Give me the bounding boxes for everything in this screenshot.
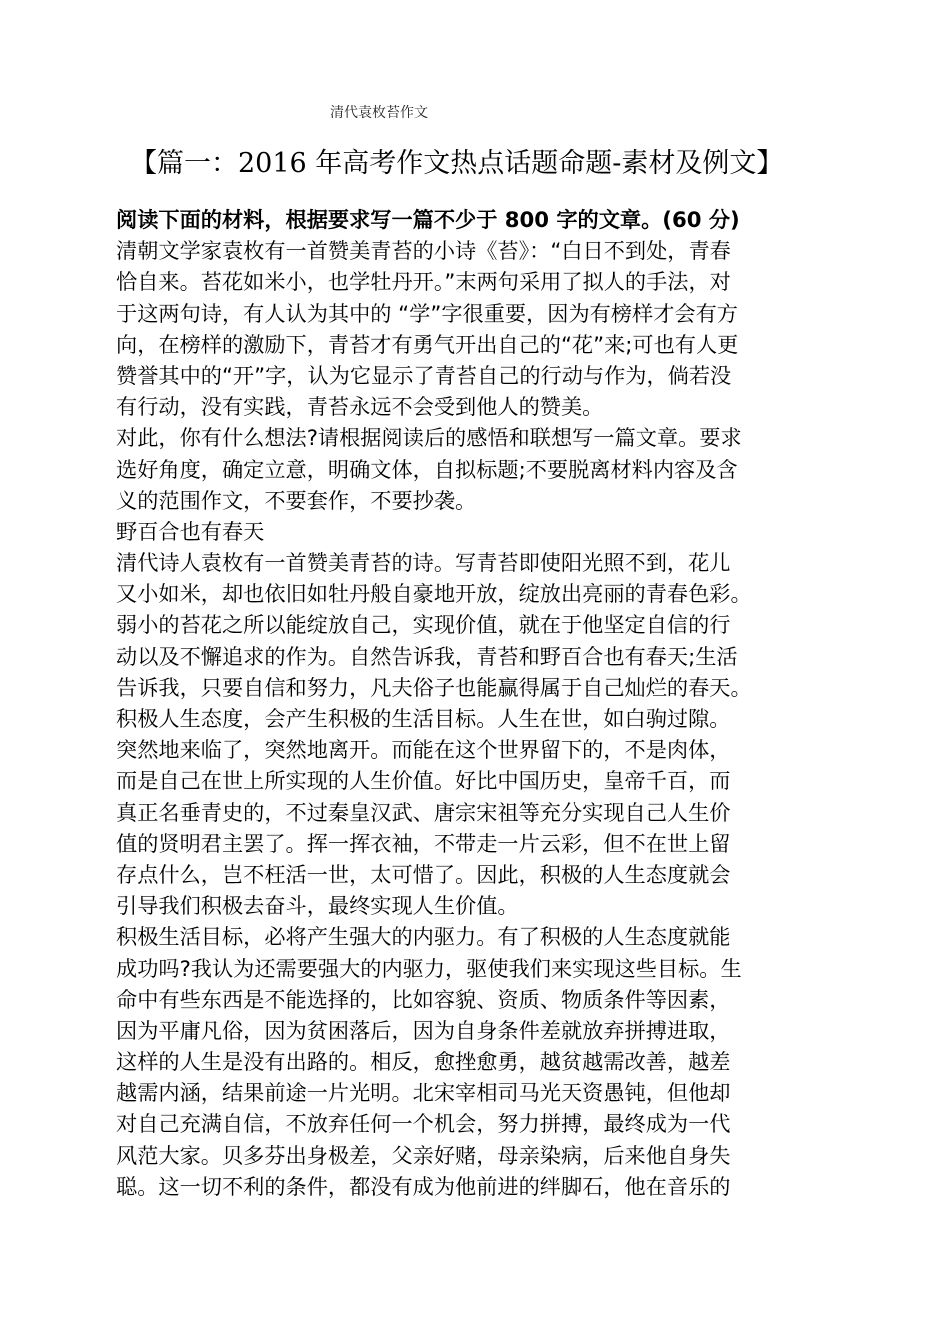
text-line: 赞誉其中的“开”字，认为它显示了青苔自己的行动与作为，倘若没 [116,362,732,388]
text-line: 有行动，没有实践，青苔永远不会受到他人的赞美。 [116,394,604,420]
text-line: 真正名垂青史的，不过秦皇汉武、唐宗宋祖等充分实现自己人生价 [116,799,731,825]
text-line: 义的范围作文，不要套作，不要抄袭。 [116,487,477,513]
text-line: 突然地来临了，突然地离开。而能在这个世界留下的，不是肉体， [116,737,731,763]
text-line: 告诉我，只要自信和努力，凡夫俗子也能赢得属于自己灿烂的春天。 [116,674,752,700]
header-note: 清代袁枚苔作文 [330,105,428,121]
text-line: 弱小的苔花之所以能绽放自己，实现价值，就在于他坚定自信的行 [116,612,731,638]
text-line: 动以及不懈追求的作为。自然告诉我，青苔和野百合也有春天;生活 [116,643,738,669]
text-line: 这样的人生是没有出路的。相反，愈挫愈勇，越贫越需改善，越差 [116,1049,731,1075]
text-line: 选好角度，确定立意，明确文体，自拟标题;不要脱离材料内容及含 [116,456,738,482]
text-line: 风范大家。贝多芬出身极差，父亲好赌，母亲染病，后来他自身失 [116,1142,731,1168]
text-line: 向，在榜样的激励下，青苔才有勇气开出自己的“花”来;可也有人更 [116,331,739,357]
text-line: 又小如米，却也依旧如牡丹般自豪地开放，绽放出亮丽的青春色彩。 [116,581,752,607]
text-line: 积极生活目标，必将产生强大的内驱力。有了积极的人生态度就能 [116,924,731,950]
essay-title: 野百合也有春天 [116,518,265,544]
text-line: 聪。这一切不利的条件，都没有成为他前进的绊脚石，他在音乐的 [116,1173,731,1199]
text-line: 积极人生态度，会产生积极的生活目标。人生在世，如白驹过隙。 [116,706,731,731]
text-line: 因为平庸凡俗，因为贫困落后，因为自身条件差就放弃拼搏进取， [116,1017,731,1043]
text-line: 越需内涵，结果前途一片光明。北宋宰相司马光天资愚钝，但他却 [116,1080,731,1106]
document-body [116,204,838,1202]
text-line: 引导我们积极去奋斗，最终实现人生价值。 [116,893,519,919]
text-line: 于这两句诗，有人认为其中的 “学”字很重要，因为有榜样才会有方 [116,300,738,326]
text-line: 对自己充满自信，不放弃任何一个机会，努力拼搏，最终成为一代 [116,1111,731,1137]
text-line: 值的贤明君主罢了。挥一挥衣袖，不带走一片云彩，但不在世上留 [116,830,731,856]
text-line: 成功吗?我认为还需要强大的内驱力，驱使我们来实现这些目标。生 [116,955,742,981]
text-line: 恰自来。苔花如米小，也学牡丹开。”末两句采用了拟人的手法，对 [116,269,731,295]
text-line: 对此，你有什么想法?请根据阅读后的感悟和联想写一篇文章。要求 [116,425,742,451]
text-line: 而是自己在世上所实现的人生价值。好比中国历史，皇帝千百，而 [116,768,731,794]
text-line: 阅读下面的材料，根据要求写一篇不少于 800 字的文章。(60 分) [116,207,740,232]
text-line: 清朝文学家袁枚有一首赞美青苔的小诗《苔》：“白日不到处，青春 [116,238,731,264]
text-line: 清代诗人袁枚有一首赞美青苔的诗。写青苔即使阳光照不到，花儿 [116,550,731,576]
document-title: 【篇一：2016 年高考作文热点话题命题-素材及例文】 [130,148,784,179]
text-line: 存点什么，岂不枉活一世，太可惜了。因此，积极的人生态度就会 [116,861,731,887]
text-line: 命中有些东西是不能选择的，比如容貌、资质、物质条件等因素， [116,986,731,1012]
